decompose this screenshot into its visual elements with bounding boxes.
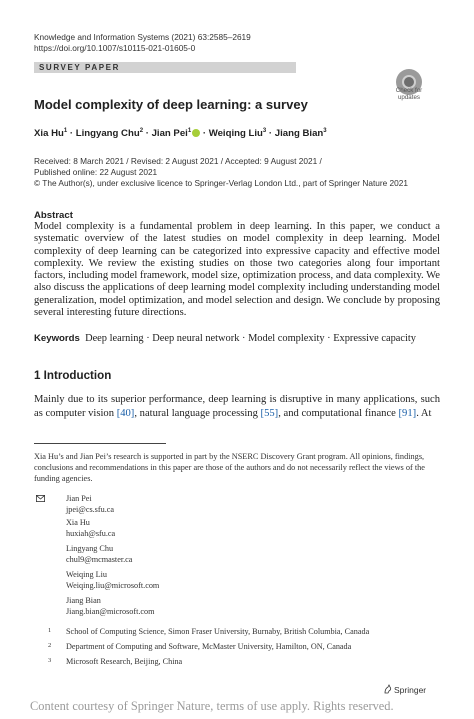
keywords-label: Keywords bbox=[34, 333, 80, 344]
keywords-list: Deep learning · Deep neural network · Model complexity · Expressive capacity bbox=[85, 333, 416, 344]
check-for-updates-label: Check for updates bbox=[395, 87, 423, 101]
contact-email[interactable]: jpei@cs.sfu.ca bbox=[66, 504, 115, 514]
contact-block bbox=[66, 518, 115, 539]
contact-block bbox=[66, 494, 114, 515]
article-type-label: SURVEY PAPER bbox=[39, 63, 121, 72]
courtesy-notice: Content courtesy of Springer Nature, terms of use apply. Rights reserved. bbox=[30, 699, 394, 713]
paper-title: Model complexity of deep learning: a survey bbox=[34, 97, 308, 112]
contact-name: Xia Hu bbox=[66, 518, 90, 527]
contact-email[interactable]: chul9@mcmaster.ca bbox=[66, 554, 133, 564]
footnote-divider bbox=[34, 443, 166, 444]
keywords-line bbox=[34, 333, 444, 344]
author-affiliation-mark: 2 bbox=[139, 127, 144, 134]
publisher-logo bbox=[383, 684, 426, 695]
author-separator: · bbox=[200, 128, 209, 139]
author-name: Xia Hu bbox=[34, 128, 64, 139]
dates-line: Published online: 22 August 2021 bbox=[34, 167, 158, 177]
abstract-text: Model complexity is a fundamental problem in deep learning. In this paper, we conduct a systematic overview of the latest studies on model complexity in deep learning. Model complexity of deep learning can be categorized into expressive capacity and effective model complexity. We review the existing studies on those two categories along four important factors, including model framework, model size, optimization process, and data complexity. We also discuss the applications of deep learning model complexity including understanding model generalization, model optimization, and model selection and design. We conclude by proposing several interesting future directions. bbox=[34, 221, 441, 319]
author-name: Jiang Bian bbox=[274, 128, 324, 139]
funding-footnote: Xia Hu’s and Jian Pei’s research is supported in part by the NSERC Discovery Grant program. All opinions, findings, conclusions and recommendations in this paper are those of the authors and do not necessarily reflect the views of the funding agencies. bbox=[34, 452, 425, 483]
author-name: Lingyang Chu bbox=[75, 128, 140, 139]
author-list bbox=[34, 128, 327, 139]
publisher-name: Springer bbox=[394, 685, 427, 695]
orcid-icon[interactable] bbox=[192, 129, 200, 137]
contact-email[interactable]: Weiqing.liu@microsoft.com bbox=[66, 580, 160, 590]
affiliation-number: 2 bbox=[48, 642, 52, 649]
intro-paragraph: Mainly due to its superior performance, deep learning is disruptive in many applications, such as computer vision [40], natural language processing [55], and computational finance [91]. At bbox=[34, 394, 440, 419]
copyright-line: © The Author(s), under exclusive licence to Springer-Verlag London Ltd., part of Springer Nature 2021 bbox=[34, 178, 409, 188]
author-affiliation-mark: 1 bbox=[187, 127, 192, 134]
abstract-heading: Abstract bbox=[34, 210, 73, 221]
author-separator: · bbox=[266, 128, 275, 139]
citation-link[interactable]: [55] bbox=[260, 407, 279, 419]
springer-horse-icon bbox=[383, 684, 392, 694]
contact-name: Lingyang Chu bbox=[66, 544, 114, 553]
author-separator: · bbox=[143, 128, 152, 139]
citation-link[interactable]: [91] bbox=[398, 407, 417, 419]
dates-line: Received: 8 March 2021 / Revised: 2 August 2021 / Accepted: 9 August 2021 / bbox=[34, 156, 322, 166]
author-affiliation-mark: 1 bbox=[63, 127, 68, 134]
envelope-icon bbox=[36, 495, 45, 504]
affiliation-text: Department of Computing and Software, McMaster University, Hamilton, ON, Canada bbox=[66, 642, 352, 651]
doi-link[interactable]: https://doi.org/10.1007/s10115-021-01605-0 bbox=[34, 43, 196, 53]
affiliation-number: 1 bbox=[48, 627, 52, 634]
contact-name: Jiang Bian bbox=[66, 596, 101, 605]
section-heading: 1 Introduction bbox=[34, 369, 112, 382]
journal-citation: Knowledge and Information Systems (2021) 63:2585–2619 bbox=[34, 32, 251, 42]
contact-email[interactable]: huxiah@sfu.ca bbox=[66, 528, 116, 538]
contact-block bbox=[66, 544, 132, 565]
contact-name: Weiqing Liu bbox=[66, 570, 107, 579]
citation-link[interactable]: [40] bbox=[116, 407, 135, 419]
contact-email[interactable]: Jiang.bian@microsoft.com bbox=[66, 606, 155, 616]
author-affiliation-mark: 3 bbox=[262, 127, 267, 134]
author-name: Jian Pei bbox=[151, 128, 188, 139]
author-affiliation-mark: 3 bbox=[323, 127, 327, 134]
contact-block bbox=[66, 596, 155, 617]
author-name: Weiqing Liu bbox=[208, 128, 263, 139]
affiliation-text: School of Computing Science, Simon Fraser University, Burnaby, British Columbia, Canada bbox=[66, 627, 370, 636]
contact-block bbox=[66, 570, 159, 591]
contact-name: Jian Pei bbox=[66, 494, 92, 503]
affiliation-text: Microsoft Research, Beijing, China bbox=[66, 657, 183, 666]
affiliation-number: 3 bbox=[48, 657, 52, 664]
author-separator: · bbox=[67, 128, 76, 139]
